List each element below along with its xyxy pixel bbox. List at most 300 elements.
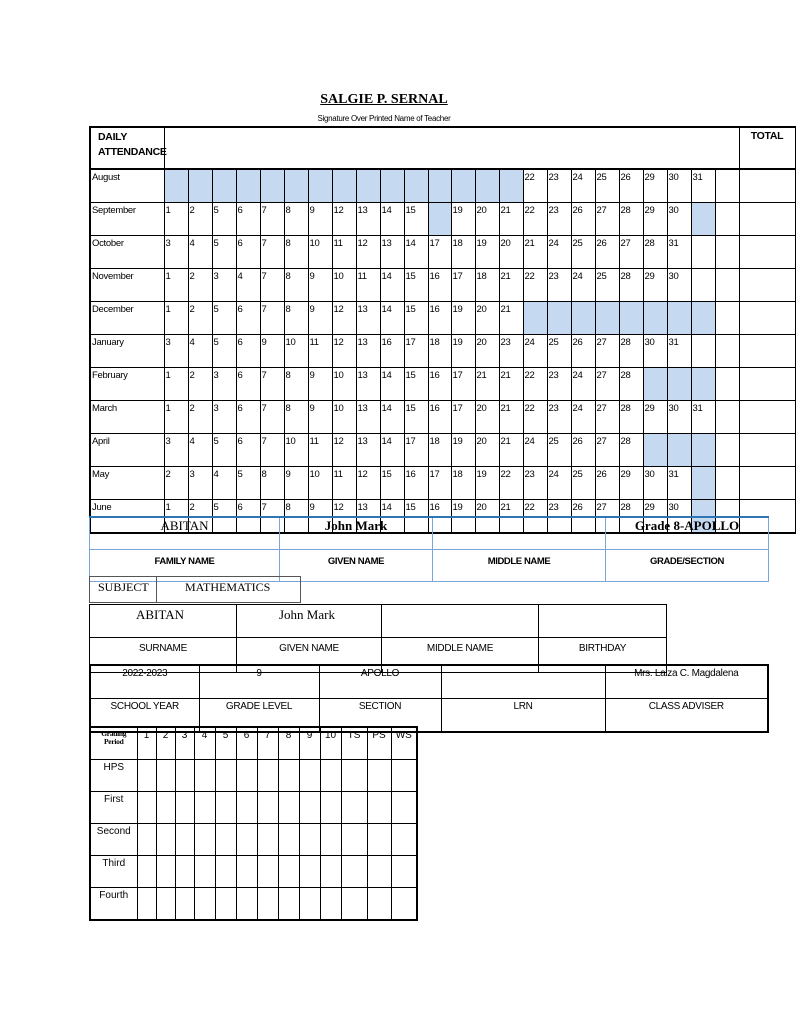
day-cell: 13: [356, 302, 380, 335]
day-cell: 24: [547, 236, 571, 269]
day-cell: 24: [571, 368, 595, 401]
day-cell: [715, 269, 739, 302]
day-cell: 11: [308, 434, 332, 467]
grade-row-label: Third: [90, 856, 137, 888]
attendance-row: [90, 368, 795, 401]
day-cell: 3: [212, 269, 236, 302]
day-cell: 19: [451, 203, 475, 236]
day-cell: 8: [284, 269, 308, 302]
grade-cell: [391, 856, 417, 888]
day-cell: 28: [619, 269, 643, 302]
day-cell: 5: [212, 302, 236, 335]
day-cell: 2: [188, 401, 212, 434]
day-cell: 5: [212, 335, 236, 368]
grade-cell: [215, 824, 236, 856]
day-cell: 8: [284, 203, 308, 236]
grade-cell: [320, 888, 341, 921]
day-cell: 6: [236, 203, 260, 236]
day-cell: 5: [212, 203, 236, 236]
month-total-cell: [739, 434, 795, 467]
grade-cell: [299, 888, 320, 921]
day-cell: 15: [404, 368, 428, 401]
grade-cell: [215, 856, 236, 888]
day-cell: 5: [212, 236, 236, 269]
day-cell: [428, 169, 451, 203]
info-middle-name-label: MIDDLE NAME: [382, 638, 539, 673]
day-cell: 24: [571, 401, 595, 434]
month-total-cell: [739, 467, 795, 500]
grade-cell: [367, 856, 391, 888]
subject-label: SUBJECT: [89, 576, 157, 603]
day-cell: [691, 335, 715, 368]
day-cell: [691, 269, 715, 302]
day-cell: 28: [619, 335, 643, 368]
month-total-cell: [739, 269, 795, 302]
day-cell: 22: [523, 269, 547, 302]
grade-cell: [156, 760, 175, 792]
month-label: June: [90, 500, 164, 534]
day-cell: 7: [260, 368, 284, 401]
month-total-cell: [739, 203, 795, 236]
school-year-value: 2022-2023: [90, 665, 199, 699]
day-cell: 17: [404, 434, 428, 467]
attendance-row: [90, 401, 795, 434]
day-cell: 21: [523, 236, 547, 269]
grade-cell: [156, 856, 175, 888]
day-cell: 29: [619, 467, 643, 500]
day-cell: 30: [667, 203, 691, 236]
day-cell: 4: [236, 269, 260, 302]
day-cell: 21: [499, 203, 523, 236]
day-cell: [236, 169, 260, 203]
day-cell: 13: [356, 401, 380, 434]
day-cell: 16: [380, 335, 404, 368]
day-cell: 26: [619, 169, 643, 203]
month-label: February: [90, 368, 164, 401]
day-cell: 27: [595, 335, 619, 368]
grade-cell: [391, 824, 417, 856]
day-cell: [691, 203, 715, 236]
grade-cell: [175, 824, 194, 856]
day-cell: [667, 368, 691, 401]
day-cell: 16: [428, 368, 451, 401]
grade-cell: [367, 888, 391, 921]
day-cell: 3: [212, 368, 236, 401]
month-label: December: [90, 302, 164, 335]
attendance-row: [90, 467, 795, 500]
grade-level-value: 9: [199, 665, 319, 699]
day-cell: 21: [499, 401, 523, 434]
grade-cell: [299, 760, 320, 792]
grade-row: [90, 760, 417, 792]
grade-cell: [278, 760, 299, 792]
day-cell: 5: [212, 434, 236, 467]
grade-cell: [194, 824, 215, 856]
day-cell: 1: [164, 203, 188, 236]
attendance-row: [90, 335, 795, 368]
grade-cell: [137, 792, 156, 824]
attendance-row: [90, 236, 795, 269]
day-cell: 22: [523, 169, 547, 203]
grade-cell: [257, 792, 278, 824]
day-cell: 2: [188, 500, 212, 534]
day-cell: 21: [499, 434, 523, 467]
day-cell: 12: [332, 302, 356, 335]
student-info-table: [89, 604, 667, 673]
day-cell: 27: [595, 500, 619, 534]
day-cell: 19: [451, 335, 475, 368]
grade-cell: [236, 856, 257, 888]
grade-cell: [236, 760, 257, 792]
day-cell: 9: [308, 203, 332, 236]
day-cell: 21: [475, 368, 499, 401]
day-cell: 15: [404, 302, 428, 335]
grade-section-label: GRADE/SECTION: [606, 550, 769, 582]
day-cell: 12: [356, 467, 380, 500]
day-cell: 27: [595, 434, 619, 467]
day-cell: 1: [164, 500, 188, 534]
day-cell: 4: [188, 335, 212, 368]
day-cell: 13: [356, 500, 380, 534]
day-cell: [547, 302, 571, 335]
grade-cell: [236, 792, 257, 824]
day-cell: 14: [380, 368, 404, 401]
day-cell: 23: [547, 401, 571, 434]
surname-value: ABITAN: [90, 605, 237, 638]
day-cell: 11: [332, 467, 356, 500]
grade-column-header: 10: [320, 727, 341, 760]
day-cell: 15: [404, 269, 428, 302]
day-cell: 1: [164, 269, 188, 302]
attendance-row: [90, 203, 795, 236]
day-cell: 31: [691, 169, 715, 203]
day-cell: 30: [667, 500, 691, 534]
month-label: January: [90, 335, 164, 368]
day-cell: [260, 169, 284, 203]
day-cell: 22: [523, 401, 547, 434]
grade-cell: [215, 760, 236, 792]
grade-cell: [156, 824, 175, 856]
month-label: April: [90, 434, 164, 467]
grade-cell: [320, 792, 341, 824]
grade-cell: [236, 888, 257, 921]
teacher-signature-caption: Signature Over Printed Name of Teacher: [317, 114, 451, 123]
day-cell: 14: [404, 236, 428, 269]
day-cell: 20: [475, 335, 499, 368]
grade-column-header: 4: [194, 727, 215, 760]
grade-row-label: Fourth: [90, 888, 137, 921]
day-cell: 18: [451, 467, 475, 500]
grade-column-header: WS: [391, 727, 417, 760]
day-cell: 1: [164, 302, 188, 335]
attendance-row: [90, 269, 795, 302]
day-cell: 4: [188, 236, 212, 269]
grade-row-label: First: [90, 792, 137, 824]
day-cell: 22: [523, 500, 547, 534]
day-cell: 16: [428, 269, 451, 302]
day-cell: 27: [619, 236, 643, 269]
grade-cell: [137, 824, 156, 856]
lrn-label: LRN: [441, 699, 605, 733]
day-cell: 12: [332, 434, 356, 467]
day-cell: [715, 467, 739, 500]
grade-cell: [391, 792, 417, 824]
day-cell: 16: [404, 467, 428, 500]
day-cell: 10: [332, 368, 356, 401]
day-cell: [356, 169, 380, 203]
day-cell: 30: [667, 401, 691, 434]
day-cell: [475, 169, 499, 203]
day-cell: 3: [188, 467, 212, 500]
attendance-row: [90, 169, 795, 203]
daily-attendance-title: DAILY ATTENDANCE: [90, 127, 164, 169]
day-cell: 31: [691, 401, 715, 434]
info-middle-name-value: [382, 605, 539, 638]
day-cell: 10: [284, 434, 308, 467]
day-cell: 28: [619, 500, 643, 534]
day-cell: 15: [404, 203, 428, 236]
subject-value: MATHEMATICS: [156, 576, 301, 603]
day-cell: 6: [236, 335, 260, 368]
grade-cell: [175, 856, 194, 888]
day-cell: 22: [523, 203, 547, 236]
month-total-cell: [739, 368, 795, 401]
day-cell: 2: [164, 467, 188, 500]
attendance-row: [90, 302, 795, 335]
day-cell: [164, 169, 188, 203]
month-total-cell: [739, 302, 795, 335]
day-cell: 6: [236, 302, 260, 335]
day-cell: 12: [332, 335, 356, 368]
day-cell: 27: [595, 203, 619, 236]
day-cell: [643, 434, 667, 467]
day-cell: 21: [499, 302, 523, 335]
day-cell: 8: [284, 302, 308, 335]
grading-table: [89, 726, 418, 921]
day-cell: 31: [667, 236, 691, 269]
day-cell: 25: [595, 169, 619, 203]
grade-cell: [278, 888, 299, 921]
day-cell: 26: [595, 467, 619, 500]
day-cell: 16: [428, 500, 451, 534]
grade-column-header: 3: [175, 727, 194, 760]
day-cell: 17: [451, 368, 475, 401]
grade-cell: [299, 792, 320, 824]
day-cell: 23: [547, 203, 571, 236]
section-value: APOLLO: [319, 665, 441, 699]
month-label: August: [90, 169, 164, 203]
grade-cell: [137, 856, 156, 888]
day-cell: 14: [380, 302, 404, 335]
grade-column-header: 2: [156, 727, 175, 760]
grade-cell: [194, 792, 215, 824]
birthday-value: [539, 605, 667, 638]
day-cell: [715, 169, 739, 203]
month-label: November: [90, 269, 164, 302]
day-cell: 8: [284, 368, 308, 401]
day-cell: [499, 169, 523, 203]
day-cell: 18: [451, 236, 475, 269]
day-cell: 9: [260, 335, 284, 368]
day-cell: 29: [643, 269, 667, 302]
day-cell: 15: [380, 467, 404, 500]
day-cell: 25: [595, 269, 619, 302]
grade-cell: [367, 824, 391, 856]
day-cell: 7: [260, 236, 284, 269]
day-cell: 2: [188, 203, 212, 236]
month-total-cell: [739, 236, 795, 269]
grade-cell: [257, 888, 278, 921]
grade-row: [90, 792, 417, 824]
day-cell: 25: [547, 434, 571, 467]
grade-cell: [137, 888, 156, 921]
grade-cell: [341, 760, 367, 792]
day-cell: [691, 368, 715, 401]
day-cell: [523, 302, 547, 335]
month-label: October: [90, 236, 164, 269]
class-adviser-value: Mrs. Laiza C. Magdalena: [605, 665, 768, 699]
day-cell: 7: [260, 269, 284, 302]
day-cell: 23: [523, 467, 547, 500]
day-cell: 2: [188, 269, 212, 302]
day-cell: 10: [332, 269, 356, 302]
day-cell: 9: [308, 269, 332, 302]
day-cell: 27: [595, 401, 619, 434]
day-cell: [715, 203, 739, 236]
day-cell: 18: [475, 269, 499, 302]
day-cell: 17: [428, 236, 451, 269]
day-cell: [428, 203, 451, 236]
day-cell: 4: [212, 467, 236, 500]
day-cell: 23: [547, 500, 571, 534]
grade-cell: [156, 792, 175, 824]
day-cell: 31: [667, 467, 691, 500]
day-cell: 10: [332, 401, 356, 434]
grade-column-header: 9: [299, 727, 320, 760]
grade-cell: [391, 760, 417, 792]
family-name-value: ABITAN: [90, 517, 280, 550]
day-cell: [691, 236, 715, 269]
day-cell: [691, 467, 715, 500]
birthday-label: BIRTHDAY: [539, 638, 667, 673]
grade-cell: [278, 792, 299, 824]
day-cell: 26: [571, 434, 595, 467]
day-cell: 20: [475, 434, 499, 467]
day-cell: 1: [164, 368, 188, 401]
grade-cell: [257, 760, 278, 792]
grade-column-header: TS: [341, 727, 367, 760]
total-column-header: TOTAL: [739, 127, 795, 169]
grade-cell: [194, 760, 215, 792]
day-cell: 6: [236, 434, 260, 467]
day-cell: 20: [475, 401, 499, 434]
day-cell: 5: [236, 467, 260, 500]
day-cell: 17: [451, 401, 475, 434]
grade-cell: [257, 824, 278, 856]
day-cell: 7: [260, 203, 284, 236]
day-cell: 15: [404, 401, 428, 434]
day-cell: 25: [547, 335, 571, 368]
month-label: May: [90, 467, 164, 500]
day-cell: 8: [284, 401, 308, 434]
day-cell: 24: [547, 467, 571, 500]
month-label: March: [90, 401, 164, 434]
info-given-name-value: John Mark: [237, 605, 382, 638]
grade-column-header: 8: [278, 727, 299, 760]
day-cell: 19: [475, 236, 499, 269]
grade-cell: [341, 792, 367, 824]
grade-cell: [156, 888, 175, 921]
day-cell: 2: [188, 302, 212, 335]
grade-cell: [175, 888, 194, 921]
day-cell: 26: [571, 500, 595, 534]
day-cell: 26: [595, 236, 619, 269]
day-cell: 7: [260, 302, 284, 335]
attendance-header-row: [90, 127, 795, 169]
day-cell: 28: [619, 368, 643, 401]
school-year-label: SCHOOL YEAR: [90, 699, 199, 733]
grade-cell: [175, 760, 194, 792]
day-cell: 3: [164, 236, 188, 269]
day-cell: [595, 302, 619, 335]
day-cell: [188, 169, 212, 203]
day-cell: 20: [475, 203, 499, 236]
day-cell: [667, 302, 691, 335]
day-cell: 8: [260, 467, 284, 500]
grade-column-header: PS: [367, 727, 391, 760]
day-cell: 16: [428, 401, 451, 434]
day-cell: [667, 434, 691, 467]
grade-cell: [391, 888, 417, 921]
day-cell: 16: [428, 302, 451, 335]
day-cell: 19: [451, 434, 475, 467]
surname-label: SURNAME: [90, 638, 237, 673]
day-cell: 2: [188, 368, 212, 401]
day-cell: 14: [380, 434, 404, 467]
day-cell: 4: [188, 434, 212, 467]
day-cell: 3: [212, 401, 236, 434]
day-cell: [308, 169, 332, 203]
day-cell: 17: [428, 467, 451, 500]
day-cell: 10: [308, 236, 332, 269]
section-label: SECTION: [319, 699, 441, 733]
grade-cell: [137, 760, 156, 792]
grade-row-label: HPS: [90, 760, 137, 792]
grade-cell: [175, 792, 194, 824]
grade-cell: [341, 824, 367, 856]
day-cell: 24: [571, 169, 595, 203]
day-cell: 30: [643, 467, 667, 500]
day-cell: 19: [451, 302, 475, 335]
day-cell: 23: [547, 269, 571, 302]
day-cell: [380, 169, 404, 203]
day-cell: 11: [308, 335, 332, 368]
day-cell: 23: [547, 368, 571, 401]
day-cell: 23: [547, 169, 571, 203]
grade-row: [90, 824, 417, 856]
day-cell: 1: [164, 401, 188, 434]
day-cell: [212, 169, 236, 203]
day-cell: [619, 302, 643, 335]
month-total-cell: [739, 169, 795, 203]
grade-cell: [194, 888, 215, 921]
day-cell: 12: [332, 203, 356, 236]
day-cell: 3: [164, 434, 188, 467]
given-name-value: John Mark: [280, 517, 433, 550]
day-cell: 20: [475, 302, 499, 335]
grade-cell: [215, 888, 236, 921]
lrn-value: [441, 665, 605, 699]
